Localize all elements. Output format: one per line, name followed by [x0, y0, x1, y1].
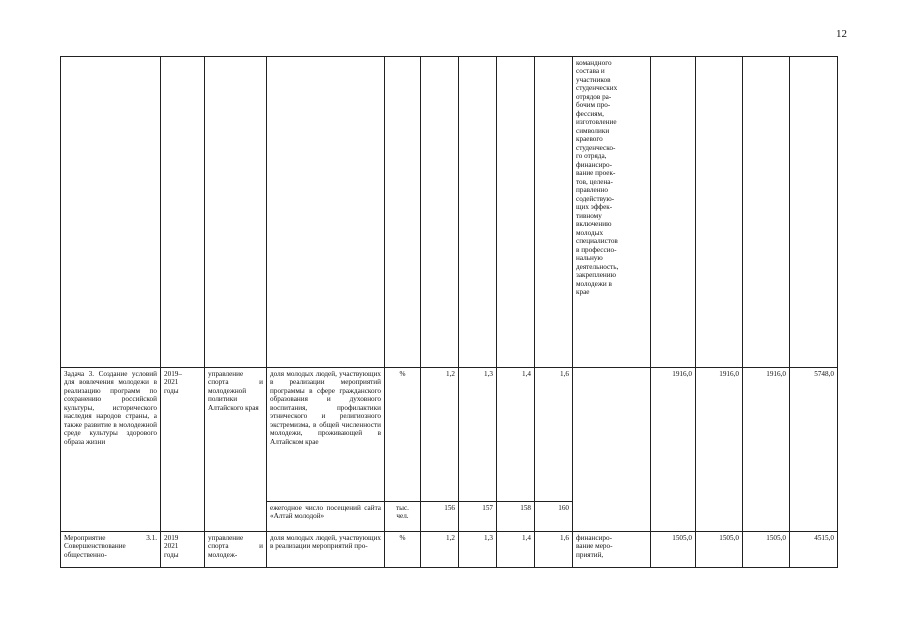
measure-text: командного состава и участников студенческих отрядов ра- бочим про- фессиям, изготовление символики краевого студенческо- го отряда, финансиро- вание проек- тов, целена- правленно содействую- щих эффек- тивному включению молодых специалистов в профессио- нальную деятельность, закреплению молодежи в крае — [576, 59, 619, 297]
cell-task-executor: управление спорта и молодежной политики Алтайского края — [205, 368, 267, 532]
cell-task-value4: 1,6 — [535, 368, 573, 502]
event-measure: финансиро- вание меро- приятий, — [576, 534, 613, 559]
cell-event-funding-total: 4515,0 — [790, 532, 838, 568]
cell-empty — [651, 57, 696, 368]
cell-measure-continuation — [573, 57, 651, 368]
cell-empty — [205, 57, 267, 368]
cell-event-value3: 1,4 — [497, 532, 535, 568]
cell-empty — [743, 57, 790, 368]
cell-task2-value3: 158 — [497, 502, 535, 532]
cell-task-value2: 1,3 — [459, 368, 497, 502]
event-years: 2019 2021 годы — [164, 534, 179, 559]
cell-task-indicator1: доля молодых людей, участвующих в реализации мероприятий программы в сфере гражданского образования и духовного воспитания, профилактики этнического и религиозного экстремизма, в общей численности молодежи, проживающей в Алтайском крае — [267, 368, 385, 502]
cell-task-indicator2: ежегодное число посещений сайта «Алтай молодой» — [267, 502, 385, 532]
cell-empty — [385, 57, 421, 368]
cell-task2-value1: 156 — [421, 502, 459, 532]
cell-event-executor: управление спорта и молодеж- — [205, 532, 267, 568]
cell-task-name: Задача 3. Создание условий для вовлечения молодежи в реализацию программ по сохранению российской культуры, исторического наследия народов страны, а также развитие в молодежной среде культуры здорового образа жизни — [61, 368, 161, 532]
cell-event-funding-2020: 1505,0 — [696, 532, 743, 568]
task-unit2: тыс. чел. — [396, 504, 409, 521]
cell-empty — [535, 57, 573, 368]
cell-empty — [459, 57, 497, 368]
cell-event-funding-2021: 1505,0 — [743, 532, 790, 568]
cell-empty — [161, 57, 205, 368]
cell-empty — [696, 57, 743, 368]
cell-event-unit: % — [385, 532, 421, 568]
cell-event-indicator: доля молодых людей, участвующих в реализации мероприятий про- — [267, 532, 385, 568]
cell-empty — [790, 57, 838, 368]
cell-event-measure — [573, 532, 651, 568]
cell-event-funding-2019: 1505,0 — [651, 532, 696, 568]
cell-task-funding-2021: 1916,0 — [743, 368, 790, 532]
cell-empty — [497, 57, 535, 368]
cell-task-years — [161, 368, 205, 532]
cell-task-value3: 1,4 — [497, 368, 535, 502]
cell-task2-value2: 157 — [459, 502, 497, 532]
table-row-event — [61, 532, 838, 568]
cell-event-years — [161, 532, 205, 568]
table-row-continuation — [61, 57, 838, 368]
task-years: 2019– 2021 годы — [164, 370, 182, 395]
cell-event-value1: 1,2 — [421, 532, 459, 568]
program-table — [60, 56, 838, 568]
cell-task2-value4: 160 — [535, 502, 573, 532]
cell-task-funding-2020: 1916,0 — [696, 368, 743, 532]
cell-task-unit2 — [385, 502, 421, 532]
cell-event-value4: 1,6 — [535, 532, 573, 568]
cell-empty — [421, 57, 459, 368]
cell-task-value1: 1,2 — [421, 368, 459, 502]
cell-task-measure — [573, 368, 651, 532]
cell-event-value2: 1,3 — [459, 532, 497, 568]
cell-empty — [61, 57, 161, 368]
cell-task-funding-total: 5748,0 — [790, 368, 838, 532]
table-row-task — [61, 368, 838, 502]
cell-empty — [267, 57, 385, 368]
cell-task-unit1: % — [385, 368, 421, 502]
page-number: 12 — [836, 28, 847, 40]
cell-task-funding-2019: 1916,0 — [651, 368, 696, 532]
cell-event-name: Мероприятие 3.1. Совершенствование общественно- — [61, 532, 161, 568]
